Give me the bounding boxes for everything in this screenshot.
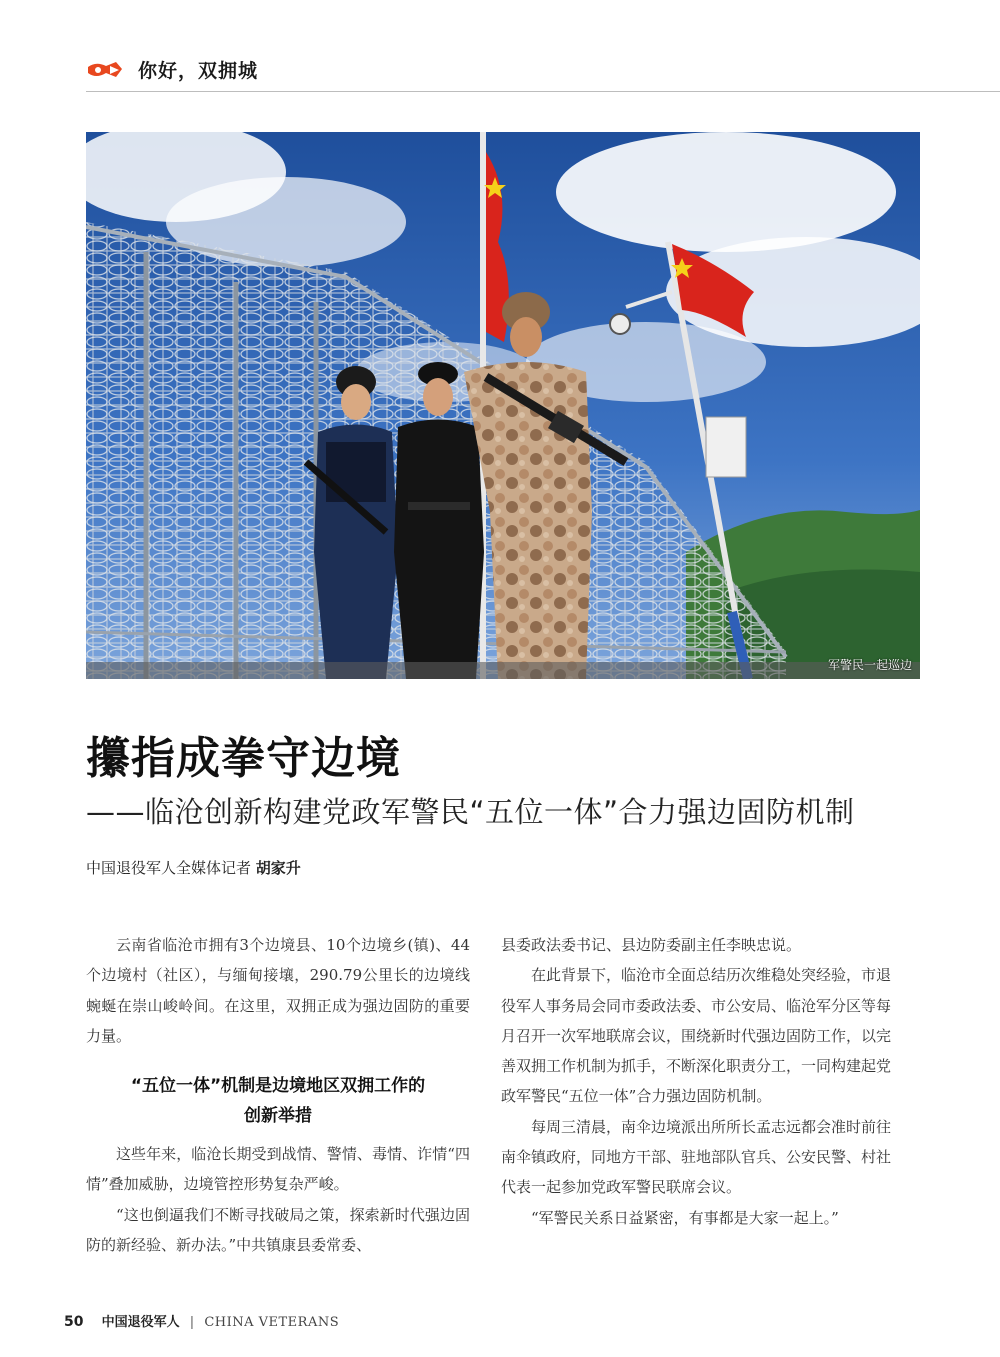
border-patrol-photo (86, 132, 920, 679)
right-column (501, 930, 891, 1233)
byline-prefix: 中国退役军人全媒体记者 (86, 859, 252, 877)
paragraph: 在此背景下，临沧市全面总结历次维稳处突经验，市退役军人事务局会同市委政法委、市公安局、临沧军分区等每月召开一次军地联席会议，围绕新时代强边固防工作，以完善双拥工作机制为抓手，不断深化职责分工，一同构建起党政军警民“五位一体”合力强边固防机制。 (501, 966, 892, 1106)
magazine-logo-icon (86, 59, 124, 81)
left-column (86, 930, 470, 1260)
section-heading-line2: 创新举措 (244, 1106, 312, 1127)
article-subtitle: ——临沧创新构建党政军警民“五位一体”合力强边固防机制 (86, 795, 855, 829)
section-heading (86, 1071, 470, 1131)
page-number: 50 (64, 1314, 84, 1330)
magazine-name-cn: 中国退役军人 (101, 1315, 180, 1330)
footer-separator: | (189, 1315, 195, 1330)
paragraph: “这也倒逼我们不断寻找破局之策，探索新时代强边固防的新经验、新办法。”中共镇康县委常委、 (86, 1205, 470, 1255)
hero-photo (86, 132, 920, 679)
page-header (86, 56, 1000, 96)
paragraph: 县委政法委书记、县边防委副主任李映忠说。 (501, 936, 802, 954)
section-title: 你好，双拥城 (138, 60, 259, 82)
header-divider (86, 91, 1000, 92)
section-heading-line1: “五位一体”机制是边境地区双拥工作的 (130, 1076, 426, 1097)
paragraph: 云南省临沧市拥有3个边境县、10个边境乡(镇)、44个边境村（社区），与缅甸接壤，290.79公里长的边境线蜿蜒在崇山峻岭间。在这里，双拥正成为强边固防的重要力量。 (86, 936, 470, 1045)
article-title: 攥指成拳守边境 (86, 733, 401, 784)
byline-author: 胡家升 (255, 859, 301, 877)
paragraph: 每周三清晨，南伞边境派出所所长孟志远都会准时前往南伞镇政府，同地方干部、驻地部队官兵、公安民警、村社代表一起参加党政军警民联席会议。 (501, 1117, 892, 1197)
photo-credit: 军警民一起巡边 (827, 658, 912, 672)
page-footer (64, 1311, 339, 1330)
paragraph: “军警民关系日益紧密，有事都是大家一起上。” (531, 1208, 839, 1227)
magazine-name-en: CHINA VETERANS (204, 1315, 340, 1330)
byline (86, 857, 301, 878)
paragraph: 这些年来，临沧长期受到战情、警情、毒情、诈情“四情”叠加威胁，边境管控形势复杂严峻。 (86, 1145, 470, 1194)
